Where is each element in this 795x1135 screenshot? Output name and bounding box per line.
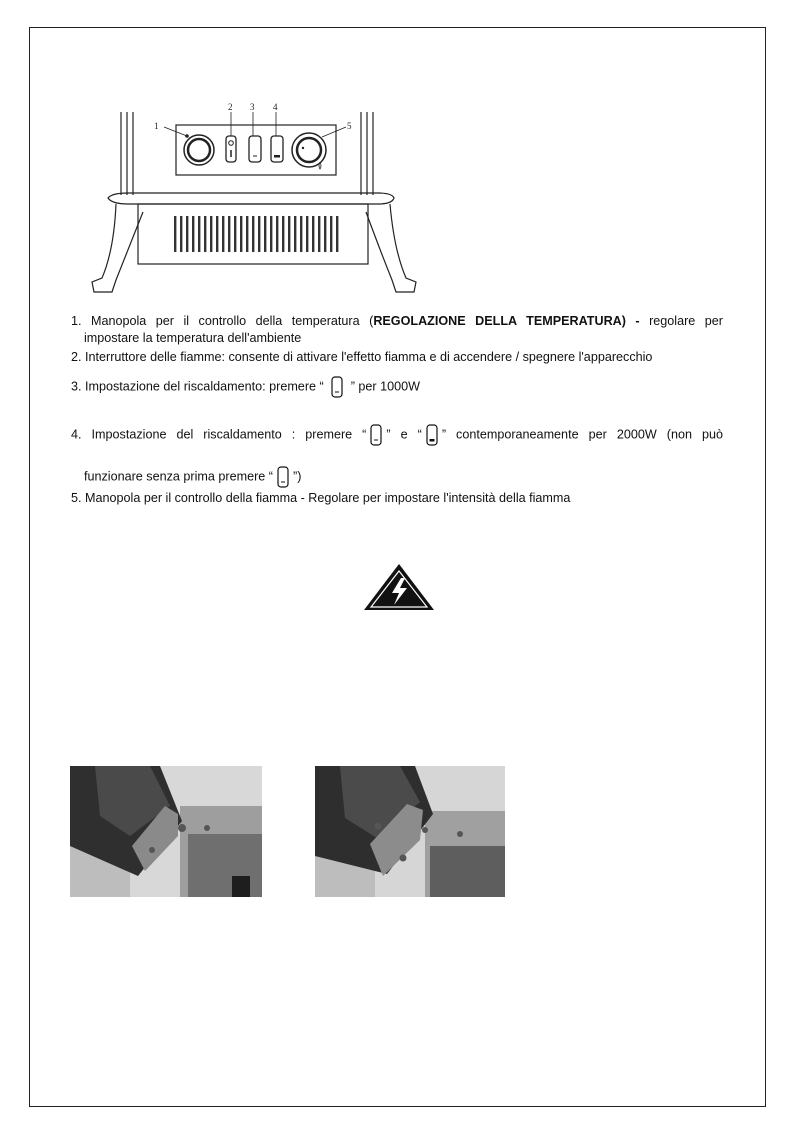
item-4-text: Impostazione del riscaldamento : premere “ [91, 427, 367, 442]
heat-2000w-button [271, 136, 283, 162]
callout-3: 3 [250, 102, 255, 112]
item-2-text: Interruttore delle fiamme: consente di attivare l'effetto fiamma e di accendere / spegnere l'apparecchio [85, 350, 653, 364]
item-1-text-end: regolare per [639, 314, 723, 328]
item-4-line-1 [71, 424, 723, 446]
list-item-5 [71, 490, 723, 507]
item-5-text: Manopola per il controllo della fiamma - Regolare per impostare l'intensità della fiamma [85, 491, 571, 505]
item-1-line-1 [71, 313, 723, 330]
item-3-text-end: ” per 1000W [350, 379, 421, 394]
assembly-photo-2 [315, 766, 505, 897]
item-4-text-mid: ” e “ [386, 427, 422, 442]
button-1000w-icon [331, 376, 343, 398]
item-1-bold-text: REGOLAZIONE DELLA TEMPERATURA) - [373, 314, 640, 328]
item-4-number: 4. [71, 427, 82, 442]
callout-1: 1 [154, 121, 159, 131]
list-item-3 [71, 376, 723, 398]
item-5-number: 5. [71, 491, 82, 505]
temperature-knob [184, 134, 214, 165]
item-3-number: 3. [71, 379, 82, 394]
item-4-text-end: ” contemporaneamente per 2000W (non può [441, 427, 723, 442]
button-1000w-icon [370, 424, 382, 446]
callout-4: 4 [273, 102, 278, 112]
list-item-1 [71, 313, 723, 347]
button-1000w-icon [277, 466, 289, 488]
callout-5: 5 [347, 121, 352, 131]
fireplace-diagram [88, 100, 418, 305]
flame-knob [292, 133, 326, 169]
item-1-number: 1. [71, 314, 82, 328]
item-4-line-2 [71, 466, 723, 488]
item-4-line-2-end: ”) [293, 469, 302, 484]
heat-1000w-button [249, 136, 261, 162]
item-3-text: Impostazione del riscaldamento: premere “ [85, 379, 324, 394]
list-item-4 [71, 424, 723, 488]
list-item-2 [71, 349, 723, 366]
item-4-line-2-text: funzionare senza prima premere “ [84, 469, 273, 484]
callout-2: 2 [228, 102, 233, 112]
button-2000w-icon [426, 424, 438, 446]
assembly-photo-1 [70, 766, 262, 897]
item-2-number: 2. [71, 350, 82, 364]
flame-switch [226, 136, 236, 162]
item-1-line-2: impostare la temperatura dell'ambiente [84, 331, 302, 345]
item-1-text: Manopola per il controllo della temperatura ( [91, 314, 374, 328]
electric-shock-warning-icon [363, 563, 435, 611]
